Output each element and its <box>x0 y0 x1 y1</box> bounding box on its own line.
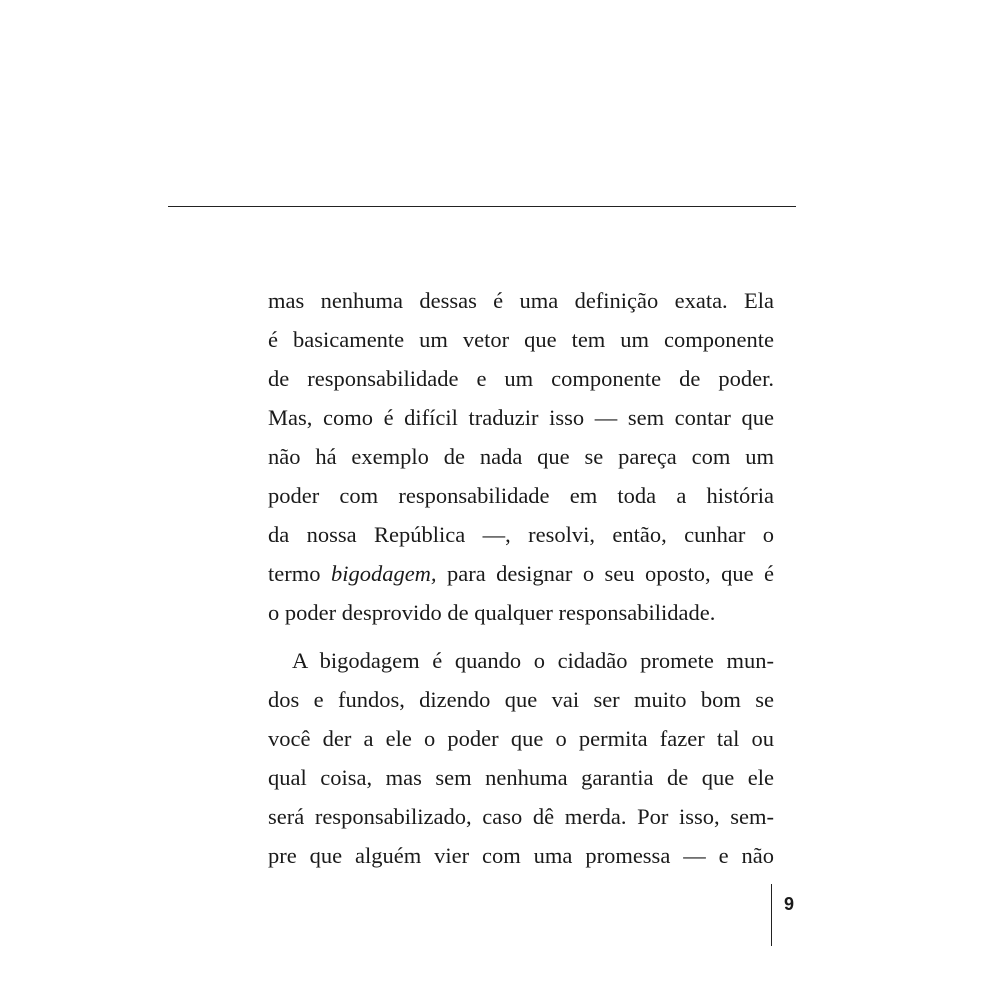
header-rule <box>168 206 796 207</box>
text-line: qual coisa, mas sem nenhuma garantia de que ele <box>268 765 774 790</box>
paragraph-spacer <box>268 632 774 641</box>
paragraph-2 <box>268 641 774 875</box>
text-line: será responsabilizado, caso dê merda. Por isso, sem- <box>268 804 774 829</box>
text-line: você der a ele o poder que o permita fazer tal ou <box>268 726 774 751</box>
text-line: mas nenhuma dessas é uma definição exata. Ela <box>268 288 774 313</box>
text-line: é basicamente um vetor que tem um componente <box>268 327 774 352</box>
text-line: não há exemplo de nada que se pareça com um <box>268 444 774 469</box>
paragraph-1 <box>268 281 774 632</box>
text-line: Mas, como é difícil traduzir isso — sem contar que <box>268 405 774 430</box>
text-line: o poder desprovido de qualquer responsabilidade. <box>268 600 716 625</box>
text-segment: para designar o seu oposto, que é <box>436 561 774 586</box>
text-line: pre que alguém vier com uma promessa — e não <box>268 843 774 868</box>
body-text <box>268 281 774 875</box>
italic-term: bigodagem, <box>330 561 437 586</box>
page-number: 9 <box>784 894 795 914</box>
text-line: poder com responsabilidade em toda a história <box>268 483 774 508</box>
page-number-rule <box>771 884 772 946</box>
text-line: da nossa República —, resolvi, então, cunhar o <box>268 522 774 547</box>
text-segment: termo <box>268 561 331 586</box>
text-line: A bigodagem é quando o cidadão promete mun- <box>292 648 774 673</box>
text-line-with-italic <box>268 554 774 593</box>
text-line: de responsabilidade e um componente de poder. <box>268 366 774 391</box>
text-line: dos e fundos, dizendo que vai ser muito bom se <box>268 687 774 712</box>
